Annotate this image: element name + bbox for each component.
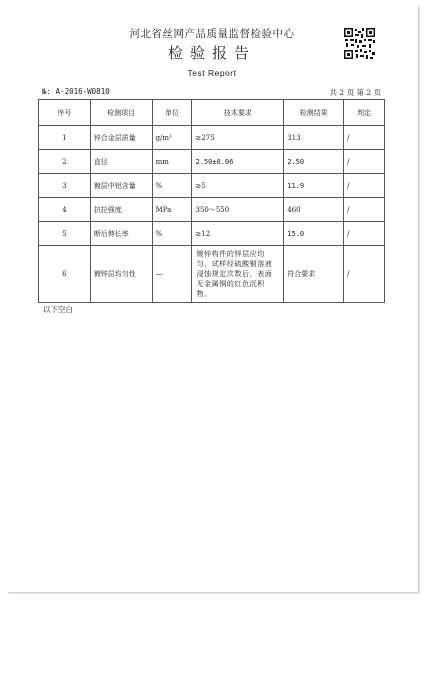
cell-no: 5	[39, 222, 91, 246]
cell-result: 313	[284, 126, 344, 150]
report-title: 检验报告	[167, 44, 256, 62]
test-results-table	[38, 99, 385, 303]
column-header-judgement: 判定	[344, 100, 385, 126]
cell-unit: g/m²	[152, 126, 192, 150]
cell-item: 直径	[90, 150, 152, 174]
cell-result: 15.0	[284, 222, 344, 246]
cell-requirement: 镀锌构件的锌层应均匀，试样经硫酸铜溶液浸蚀规定次数后，表面无金属铜的红色沉积物。	[192, 246, 284, 303]
cell-judgement: /	[344, 126, 385, 150]
cell-no: 6	[39, 246, 91, 303]
column-header-result: 检测结果	[284, 100, 344, 126]
table-row	[39, 198, 385, 222]
page-info: 共 2 页 第 2 页	[329, 88, 381, 97]
cell-requirement: ≥12	[192, 222, 284, 246]
cell-item: 镀层中铝含量	[90, 174, 152, 198]
cell-item: 镀锌层均匀性	[90, 246, 152, 303]
report-number: №: A-2016-W0810	[42, 87, 110, 96]
cell-judgement: /	[344, 222, 385, 246]
cell-requirement: ≥5	[192, 174, 284, 198]
table-row	[39, 246, 385, 303]
cell-unit: MPa	[152, 198, 192, 222]
table-row	[39, 174, 385, 198]
cell-no: 2	[39, 150, 91, 174]
end-of-report-note: 以下空白	[43, 305, 73, 314]
cell-result: 460	[284, 198, 344, 222]
column-header-unit: 单位	[152, 100, 192, 126]
cell-unit: %	[152, 174, 192, 198]
cell-item: 锌合金层质量	[90, 126, 152, 150]
column-header-item: 检测项目	[90, 100, 152, 126]
table-row	[39, 150, 385, 174]
column-header-requirement: 技术要求	[192, 100, 284, 126]
cell-result: 符合要求	[284, 246, 344, 303]
column-header-no: 序号	[39, 100, 91, 126]
cell-unit: —	[152, 246, 192, 303]
cell-unit: %	[152, 222, 192, 246]
cell-item: 断后伸长率	[90, 222, 152, 246]
cell-judgement: /	[344, 174, 385, 198]
cell-requirement: 2.50±0.06	[192, 150, 284, 174]
cell-no: 4	[39, 198, 91, 222]
cell-result: 11.9	[284, 174, 344, 198]
cell-no: 1	[39, 126, 91, 150]
cell-no: 3	[39, 174, 91, 198]
cell-result: 2.50	[284, 150, 344, 174]
table-header-row	[39, 100, 385, 126]
cell-requirement: ≥275	[192, 126, 284, 150]
table-row	[39, 126, 385, 150]
cell-judgement: /	[344, 198, 385, 222]
cell-judgement: /	[344, 246, 385, 303]
cell-unit: mm	[152, 150, 192, 174]
table-row	[39, 222, 385, 246]
cell-requirement: 350～550	[192, 198, 284, 222]
report-subtitle: Test Report	[187, 68, 237, 78]
cell-judgement: /	[344, 150, 385, 174]
organization-name: 河北省丝网产品质量监督检验中心	[129, 28, 295, 40]
cell-item: 抗拉强度	[90, 198, 152, 222]
